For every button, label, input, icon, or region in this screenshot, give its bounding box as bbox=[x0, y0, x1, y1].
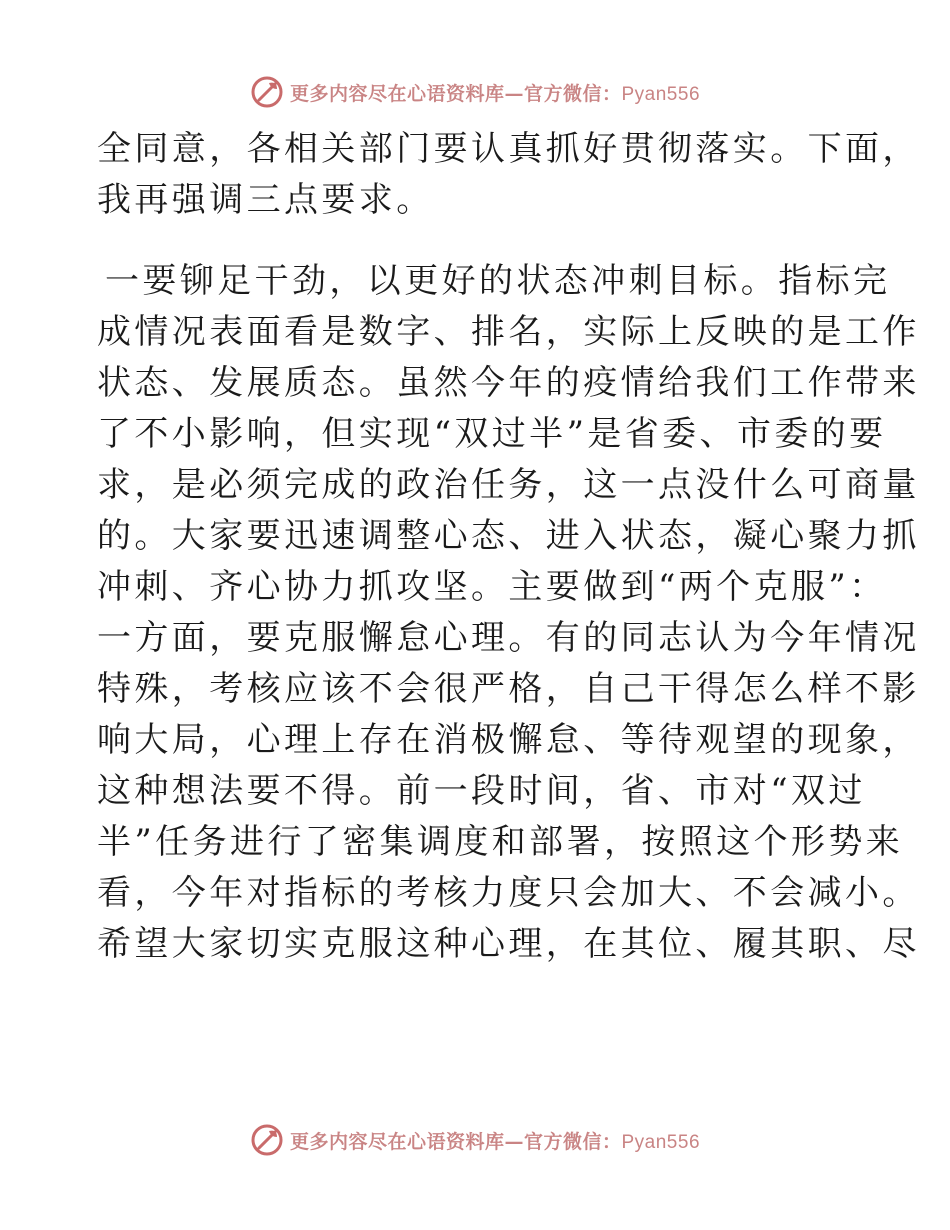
quill-logo-icon bbox=[250, 75, 284, 109]
text-line: 了不小影响，但实现“双过半”是省委、市委的要 bbox=[97, 414, 887, 454]
text-line: 希望大家切实克服这种心理，在其位、履其职、尽 bbox=[97, 924, 920, 964]
wechat-id: Pyan556 bbox=[621, 1131, 701, 1153]
wechat-id: Pyan556 bbox=[621, 83, 701, 105]
text-line: 特殊，考核应该不会很严格，自己干得怎么样不影 bbox=[97, 669, 920, 709]
text-line: 求，是必须完成的政治任务，这一点没什么可商量 bbox=[97, 465, 920, 505]
text-line: 冲刺、齐心协力抓攻坚。主要做到“两个克服”： bbox=[97, 567, 887, 607]
text-line: 我再强调三点要求。 bbox=[97, 180, 434, 220]
paragraph-2 bbox=[97, 256, 920, 970]
header-watermark bbox=[0, 72, 950, 112]
footer-watermark bbox=[0, 1120, 950, 1160]
text-line: 的。大家要迅速调整心态、进入状态，凝心聚力抓 bbox=[97, 516, 920, 556]
text-line: 看，今年对指标的考核力度只会加大、不会减小。 bbox=[97, 873, 920, 913]
document-body bbox=[97, 124, 920, 970]
watermark-text: 更多内容尽在心语资料库—官方微信：Pyan556 bbox=[289, 82, 701, 105]
watermark-text: 更多内容尽在心语资料库—官方微信：Pyan556 bbox=[289, 1130, 701, 1153]
text-line: 半”任务进行了密集调度和部署，按照这个形势来 bbox=[97, 822, 904, 862]
text-line: 成情况表面看是数字、排名，实际上反映的是工作 bbox=[97, 312, 920, 352]
quill-logo-icon bbox=[250, 1123, 284, 1157]
text-line: 一方面，要克服懈怠心理。有的同志认为今年情况 bbox=[97, 618, 920, 658]
text-line: 全同意，各相关部门要认真抓好贯彻落实。下面， bbox=[97, 129, 920, 169]
text-line: 这种想法要不得。前一段时间，省、市对“双过 bbox=[97, 771, 866, 811]
text-line: 响大局，心理上存在消极懈怠、等待观望的现象， bbox=[97, 720, 920, 760]
text-line: 状态、发展质态。虽然今年的疫情给我们工作带来 bbox=[97, 363, 920, 403]
text-line: 一要铆足干劲，以更好的状态冲刺目标。指标完 bbox=[105, 261, 891, 301]
paragraph-1 bbox=[97, 124, 920, 226]
